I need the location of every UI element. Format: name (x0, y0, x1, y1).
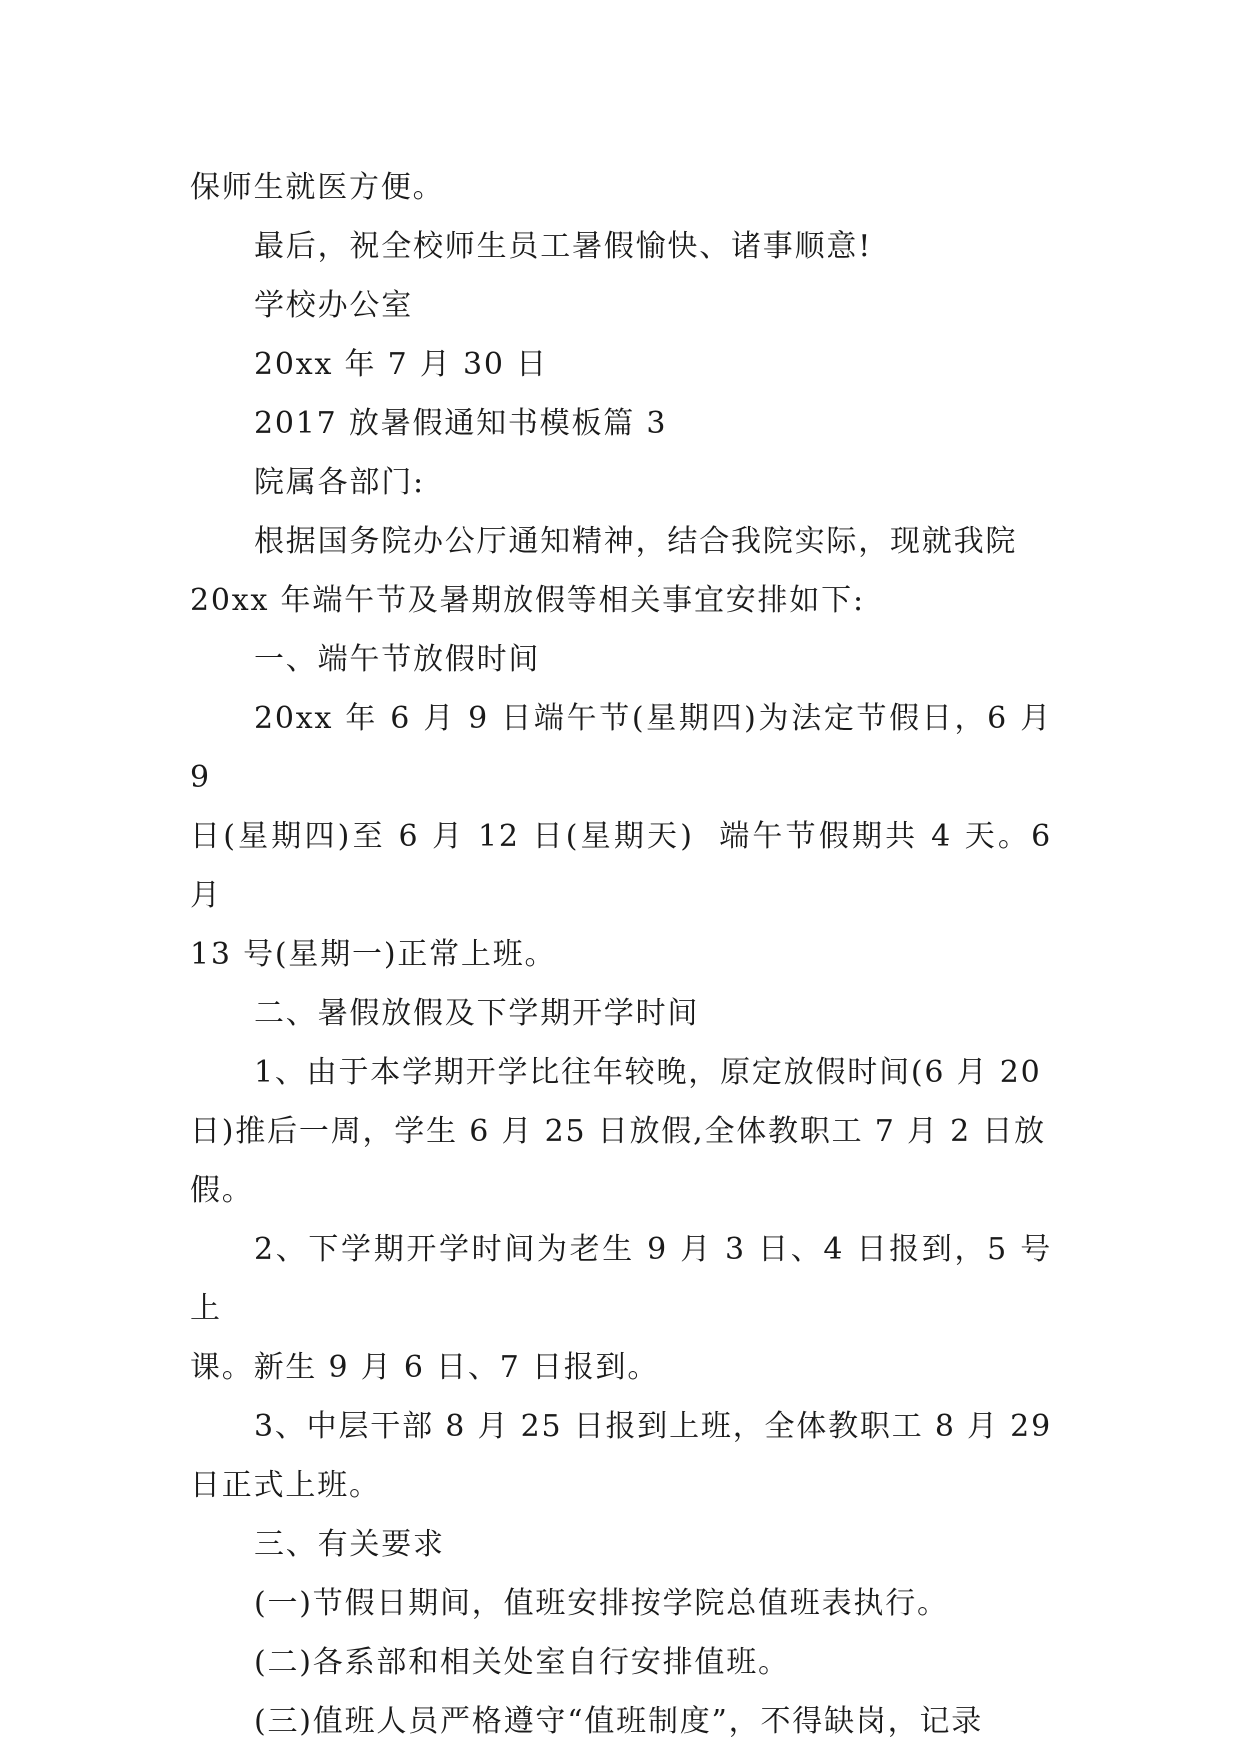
paragraph (190, 630, 1052, 689)
paragraph (190, 1220, 1052, 1397)
document-body (190, 158, 1064, 1751)
text-line: 20xx 年端午节及暑期放假等相关事宜安排如下: (190, 583, 865, 618)
text-line: 二、暑假放假及下学期开学时间 (254, 996, 700, 1031)
paragraph (190, 394, 1052, 453)
text-line: 13 号(星期一)正常上班。 (190, 937, 557, 972)
text-line: 2017 放暑假通知书模板篇 3 (254, 406, 668, 441)
text-line: 日)推后一周，学生 6 月 25 日放假,全体教职工 7 月 2 日放 (190, 1114, 1046, 1149)
text-line: 课。新生 9 月 6 日、7 日报到。 (190, 1350, 660, 1385)
paragraph (190, 1692, 1052, 1751)
text-line: 20xx 年 7 月 30 日 (254, 347, 548, 382)
paragraph (190, 1397, 1052, 1515)
text-line: 保师生就医方便。 (190, 170, 445, 205)
paragraph (190, 689, 1064, 984)
text-line: (一)节假日期间，值班安排按学院总值班表执行。 (254, 1586, 949, 1621)
paragraph (190, 276, 1052, 335)
paragraph (190, 453, 1052, 512)
text-line: 三、有关要求 (254, 1527, 445, 1562)
paragraph (190, 1515, 1052, 1574)
text-line: 日(星期四)至 6 月 12 日(星期天) 端午节假期共 4 天。6 月 (190, 819, 1064, 913)
text-line: 2、下学期开学时间为老生 9 月 3 日、4 日报到，5 号上 (190, 1232, 1052, 1326)
paragraph (190, 1574, 1052, 1633)
paragraph (190, 1043, 1052, 1220)
text-line: (三)值班人员严格遵守“值班制度”，不得缺岗，记录 (254, 1704, 984, 1739)
paragraph (190, 1633, 1052, 1692)
text-line: 一、端午节放假时间 (254, 642, 541, 677)
text-line: 1、由于本学期开学比往年较晚，原定放假时间(6 月 20 (254, 1055, 1042, 1090)
text-line: 根据国务院办公厅通知精神，结合我院实际，现就我院 (254, 524, 1018, 559)
paragraph (190, 512, 1052, 630)
text-line: 最后，祝全校师生员工暑假愉快、诸事顺意! (254, 229, 873, 264)
text-line: 假。 (190, 1173, 254, 1208)
text-line: 3、中层干部 8 月 25 日报到上班，全体教职工 8 月 29 (254, 1409, 1052, 1444)
text-line: 日正式上班。 (190, 1468, 381, 1503)
text-line: 20xx 年 6 月 9 日端午节(星期四)为法定节假日，6 月 9 (190, 701, 1064, 795)
paragraph (190, 335, 1052, 394)
paragraph (190, 984, 1052, 1043)
text-line: 学校办公室 (254, 288, 413, 323)
text-line: (二)各系部和相关处室自行安排值班。 (254, 1645, 790, 1680)
paragraph (190, 158, 1052, 217)
paragraph (190, 217, 1052, 276)
text-line: 院属各部门: (254, 465, 425, 500)
